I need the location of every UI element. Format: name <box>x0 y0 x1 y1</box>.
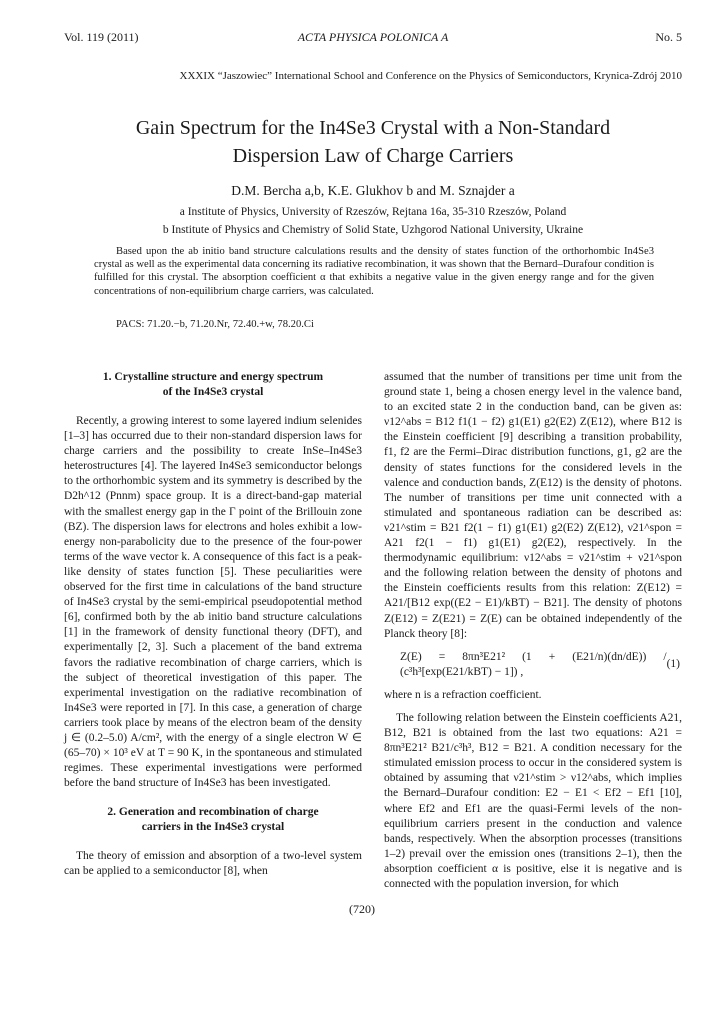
equation-number: (1) <box>666 658 680 671</box>
volume-label: Vol. 119 (2011) <box>64 30 139 44</box>
right-paragraph-1: assumed that the number of transitions per time unit from the ground state 1, being a chosen energy level in the valence band, to an excited state 2 in the conduction band, can be given as: ν12^abs = B12 f1(1 − f2) g1(E1) g2(E2) Z(E12), where B12 is the Einstein coefficient [9] describing a transition probability, f1, f2 are the Fermi–Dirac distribution functions, g1, g2 are the density of states functions for the considered levels in the valence and conduction bands, Z(E12) is the density of photons. The number of transitions per time unit connected with a stimulated and spontaneous radiation can be described as: ν21^stim = B21 f2(1 − f1) g1(E1) g2(E2) Z(E12), ν21^spon = A21 f2(1 − f1) g1(E1) g2(E2), respectively. In the thermodynamic equilibrium: ν12^abs = ν21^stim + ν21^spon and the following relation between the density of photons and the Einstein coefficients results from this relation: Z(E12) = A21/[B12 exp((E2 − E1)/kBT) − B21]. The density of photons Z(E12) = Z(E21) = Z(E) can be obtained independently of the Planck theory [8]: <box>384 371 682 640</box>
section-2-heading-line-1: 2. Generation and recombination of charge <box>107 806 319 819</box>
affiliation-a: a Institute of Physics, University of Rzeszów, Rejtana 16a, 35-310 Rzeszów, Poland <box>179 206 567 218</box>
section-1-heading-line-1: 1. Crystalline structure and energy spectrum <box>102 371 324 383</box>
issue-label: No. 5 <box>655 30 682 44</box>
abstract: Based upon the ab initio band structure calculations results and the density of states function of the orthorhombic In4Se3 crystal as well as the experimental data concerning its radiative recombination, it was shown that the Bernard–Durafour condition is fulfilled for this crystal. The absorption coefficient α that exhibits a negative value in the given energy range and for the given concentrations of non-equilibrium charge carriers, was calculated. <box>94 246 654 297</box>
section-2-heading-line-2: carriers in the In4Se3 crystal <box>141 821 285 834</box>
conference-line: XXXIX “Jaszowiec” International School and Conference on the Physics of Semiconductors, Krynica-Zdrój 2010 <box>179 70 682 82</box>
right-paragraph-2: The following relation between the Einstein coefficients A21, B12, B21 is obtained from the last two equations: A21 = 8πn³E21² B21/c³h³, B12 = B21. A condition necessary for the stimulated emission process to occur in the considered system is obtained by assuming that ν21^stim > ν12^abs, which implies the Bernard–Durafour condition: E2 − E1 < Ef2 − Ef1 [10], where Ef2 and Ef1 are the quasi-Fermi levels of the non-equilibrium carriers present in the conduction and valence bands, respectively. When the absorption processes (transitions 1–2) prevail over the emission ones (transitions 2–1), then the absorption coefficient α is positive, else it is negative and is connected with the population inversion, for which <box>384 711 682 890</box>
section-2-paragraph: The theory of emission and absorption of a two-level system can be applied to a semiconductor [8], when <box>64 850 362 878</box>
page-number: (720) <box>349 902 375 916</box>
title-line-2: Dispersion Law of Charge Carriers <box>232 145 514 167</box>
author-list: D.M. Bercha a,b, K.E. Glukhov b and M. Sznajder a <box>231 183 515 198</box>
paper-title <box>64 114 682 170</box>
after-equation-text: where n is a refraction coefficient. <box>384 688 542 701</box>
equation-1 <box>384 650 682 680</box>
section-1-heading-line-2: of the In4Se3 crystal <box>162 386 264 398</box>
section-1-heading <box>64 370 362 400</box>
section-1-paragraph: Recently, a growing interest to some layered indium selenides [1–3] has occurred due to their non-standard dispersion laws for charge carriers and the possibility to create InSe–In4Se3 heterostructures [4]. The layered In4Se3 semiconductor belongs to the orthorhombic system and its symmetry is described by the D2h^12 (Pnnm) space group. It is a direct-band-gap material with the smallest energy gap in the Γ point of the Brillouin zone (BZ). The dispersion laws for electrons and holes exhibit a low-energy non-parabolicity due to the presence of the four-power terms of the wave vector k. A consequence of this fact is a peak-like density of states function [5]. These peculiarities were observed for the first time in calculations of the band structure of In4Se3 crystal by the semi-empirical pseudopotential method [6], confirmed both by the ab initio band structure calculations [1] in the framework of density functional theory (DFT), and experimentally [2, 3]. Such a placement of the band extrema favors the radiative recombination of charge carriers, which is the subject of theoretical investigation of this paper. The experimental investigation on the radiative recombination of In4Se3 were reported in [7]. In this case, a generation of charge carriers took place by means of the electron beam of the density j ∈ (0.2–5.0) A/cm², with the energy of a single electron W ∈ (65–70) × 10³ eV at T = 90 K, in the spontaneous and stimulated regimes. These experimental investigations were performed before the band structure of In4Se3 has been investigated. <box>64 415 362 790</box>
title-line-1: Gain Spectrum for the In4Se3 Crystal with a Non-Standard <box>135 117 611 139</box>
pacs-codes: PACS: 71.20.−b, 71.20.Nr, 72.40.+w, 78.20.Ci <box>116 319 314 330</box>
equation-formula: Z(E) = 8πn³E21² (1 + (E21/n)(dn/dE)) / (c³h³[exp(E21/kBT) − 1]) , <box>400 650 667 678</box>
left-column <box>64 370 362 880</box>
right-column <box>384 370 682 892</box>
section-2-heading <box>64 805 362 835</box>
affiliation-b: b Institute of Physics and Chemistry of Solid State, Uzhgorod National University, Ukraine <box>162 224 584 236</box>
journal-name: ACTA PHYSICA POLONICA A <box>297 30 449 44</box>
